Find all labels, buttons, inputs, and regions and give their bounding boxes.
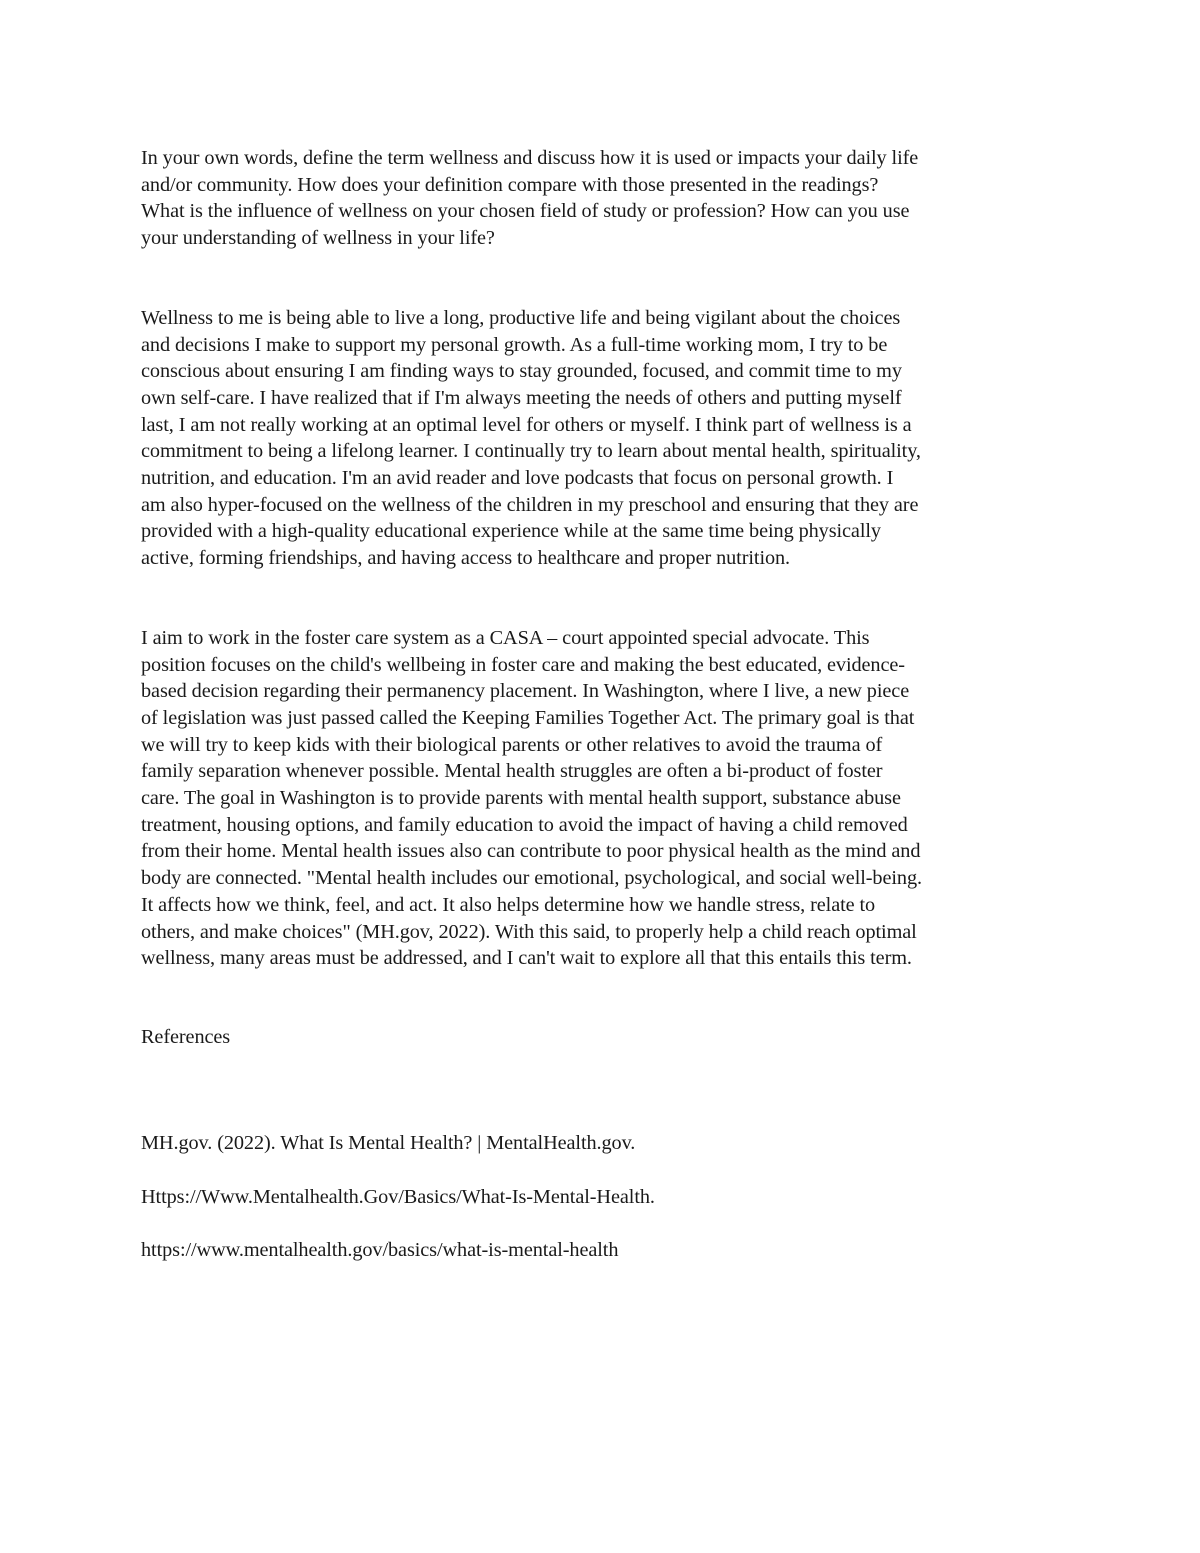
document-body — [141, 145, 1071, 1291]
response-paragraph-foster-care: I aim to work in the foster care system as a CASA – court appointed special advocate. This position focuses on the child's wellbeing in foster care and making the best educated, evidence- based decision regarding their permanency placement. In Washington, where I live, a new piece of legislation was just passed called the Keeping Families Together Act. The primary goal is that we will try to keep kids with their biological parents or other relatives to avoid the trauma of family separation whenever possible. Mental health struggles are often a bi-product of foster care. The goal in Washington is to provide parents with mental health support, substance abuse treatment, housing options, and family education to avoid the impact of having a child removed from their home. Mental health issues also can contribute to poor physical health as the mind and body are connected. "Mental health includes our emotional, psychological, and social well-being. It affects how we think, feel, and act. It also helps determine how we handle stress, relate to others, and make choices" (MH.gov, 2022). With this said, to properly help a child reach optimal wellness, many areas must be addressed, and I can't wait to explore all that this entails this term. — [141, 626, 922, 970]
reference-entry — [141, 1104, 1071, 1291]
references-heading: References — [141, 1025, 231, 1048]
reference-url: https://www.mentalhealth.gov/basics/what-is-mental-health — [141, 1239, 619, 1262]
reference-url-capitalized: Https://Www.Mentalhealth.Gov/Basics/What-Is-Mental-Health. — [141, 1185, 655, 1208]
assignment-prompt: In your own words, define the term wellness and discuss how it is used or impacts your daily life and/or community. How does your definition compare with those presented in the readings? What is the influence of wellness on your chosen field of study or profession? How can you use your understanding of wellness in your life? — [141, 147, 919, 250]
reference-citation: MH.gov. (2022). What Is Mental Health? | MentalHealth.gov. — [141, 1132, 636, 1155]
response-paragraph-wellness: Wellness to me is being able to live a long, productive life and being vigilant about the choices and decisions I make to support my personal growth. As a full-time working mom, I try to be conscious about ensuring I am finding ways to stay grounded, focused, and commit time to my own self-care. I have realized that if I'm always meeting the needs of others and putting myself last, I am not really working at an optimal level for others or myself. I think part of wellness is a commitment to being a lifelong learner. I continually try to learn about mental health, spirituality, nutrition, and education. I'm an avid reader and love podcasts that focus on personal growth. I am also hyper-focused on the wellness of the children in my preschool and ensuring that they are provided with a high-quality educational experience while at the same time being physically active, forming friendships, and having access to healthcare and proper nutrition. — [141, 306, 921, 570]
